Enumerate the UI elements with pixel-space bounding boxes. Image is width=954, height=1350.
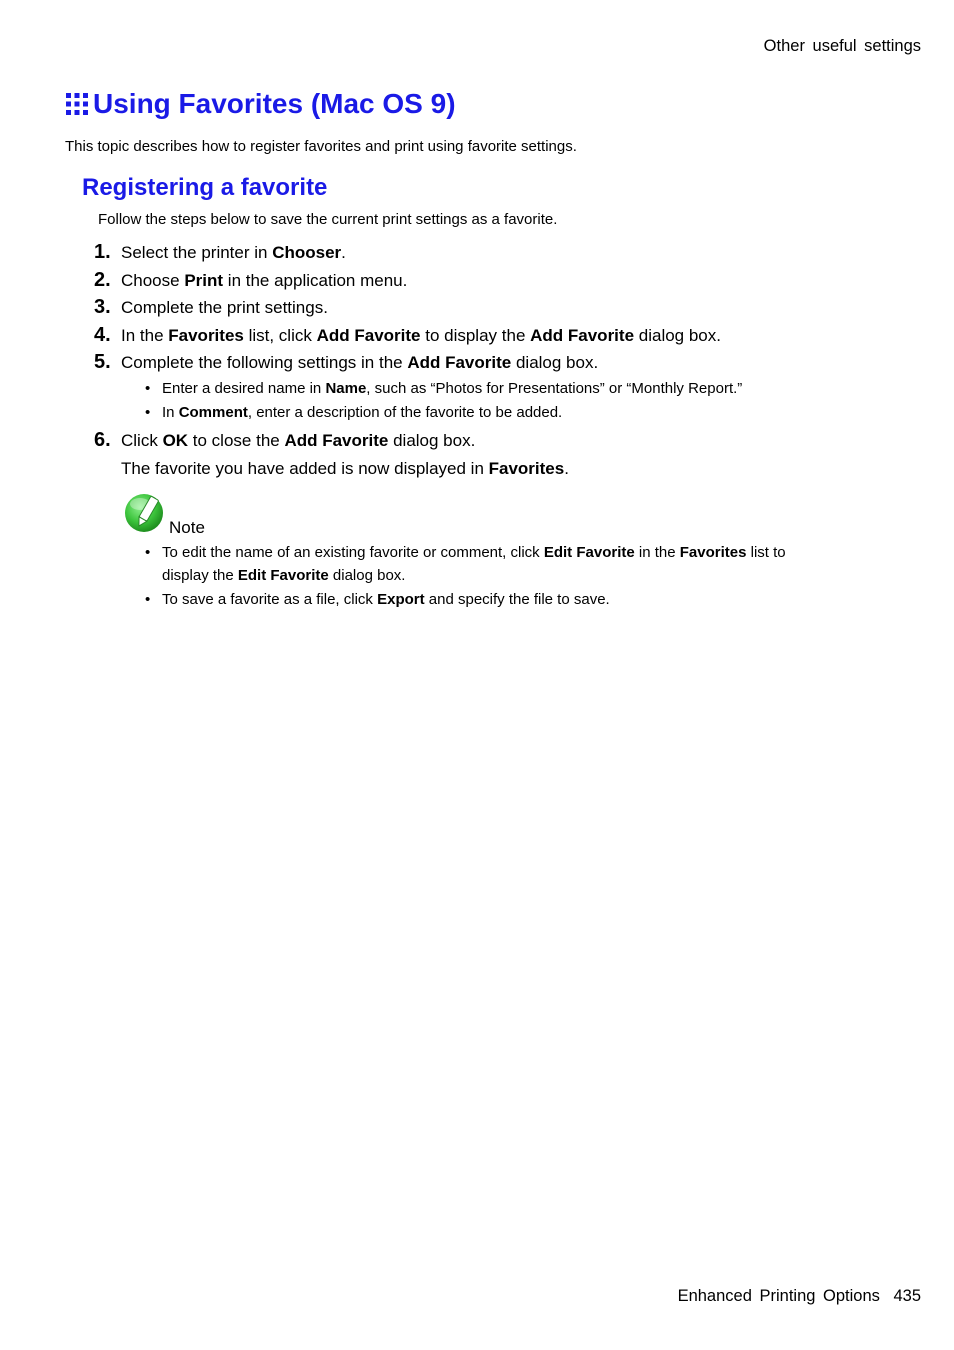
- bullet-icon: •: [145, 544, 151, 561]
- running-header: Other useful settings: [763, 37, 921, 55]
- page-title-row: [65, 88, 456, 120]
- pencil-note-icon: [124, 492, 166, 534]
- page-number: 435: [893, 1287, 921, 1305]
- bullet-icon: •: [145, 404, 151, 421]
- step-number: 3.: [94, 296, 111, 318]
- bullet-icon: •: [145, 591, 151, 608]
- note-label: Note: [169, 518, 205, 537]
- step-text: Complete the print settings.: [121, 298, 328, 317]
- step-text: Choose Print in the application menu.: [121, 271, 408, 290]
- step-text: Select the printer in Chooser.: [121, 243, 346, 262]
- step-1: [94, 241, 346, 264]
- page-title: Using Favorites (Mac OS 9): [93, 88, 456, 119]
- list-item: [145, 380, 742, 397]
- step-result: The favorite you have added is now displayed in Favorites.: [121, 459, 569, 478]
- bullet-text: Enter a desired name in Name, such as “Photos for Presentations” or “Monthly Report.”: [162, 380, 743, 397]
- step-5: [94, 351, 598, 374]
- bullet-text: To edit the name of an existing favorite or comment, click Edit Favorite in the Favorites list to: [162, 544, 786, 561]
- step-number: 5.: [94, 351, 111, 373]
- step-6: [94, 429, 475, 452]
- bullet-text: In Comment, enter a description of the favorite to be added.: [162, 404, 563, 421]
- footer-section: Enhanced Printing Options: [677, 1287, 880, 1305]
- bullet-icon: •: [145, 380, 151, 397]
- section-intro: Follow the steps below to save the current print settings as a favorite.: [98, 211, 558, 228]
- step-text: Complete the following settings in the Add Favorite dialog box.: [121, 353, 599, 372]
- intro-text: This topic describes how to register favorites and print using favorite settings.: [65, 138, 577, 155]
- list-item: [145, 591, 610, 608]
- bullet-text: To save a favorite as a file, click Export and specify the file to save.: [162, 591, 610, 608]
- step-number: 6.: [94, 429, 111, 451]
- step-4: [94, 324, 721, 347]
- list-item: [145, 544, 786, 561]
- step-2: [94, 269, 407, 292]
- bullet-continuation: display the Edit Favorite dialog box.: [162, 567, 406, 584]
- step-text: In the Favorites list, click Add Favorite to display the Add Favorite dialog box.: [121, 326, 721, 345]
- grid-icon: [65, 92, 89, 116]
- section-heading: Registering a favorite: [82, 174, 328, 201]
- step-3: [94, 296, 328, 319]
- step-text: Click OK to close the Add Favorite dialog box.: [121, 431, 476, 450]
- list-item: [145, 404, 562, 421]
- step-number: 1.: [94, 241, 111, 263]
- step-number: 4.: [94, 324, 111, 346]
- running-footer: [678, 1287, 921, 1306]
- step-number: 2.: [94, 269, 111, 291]
